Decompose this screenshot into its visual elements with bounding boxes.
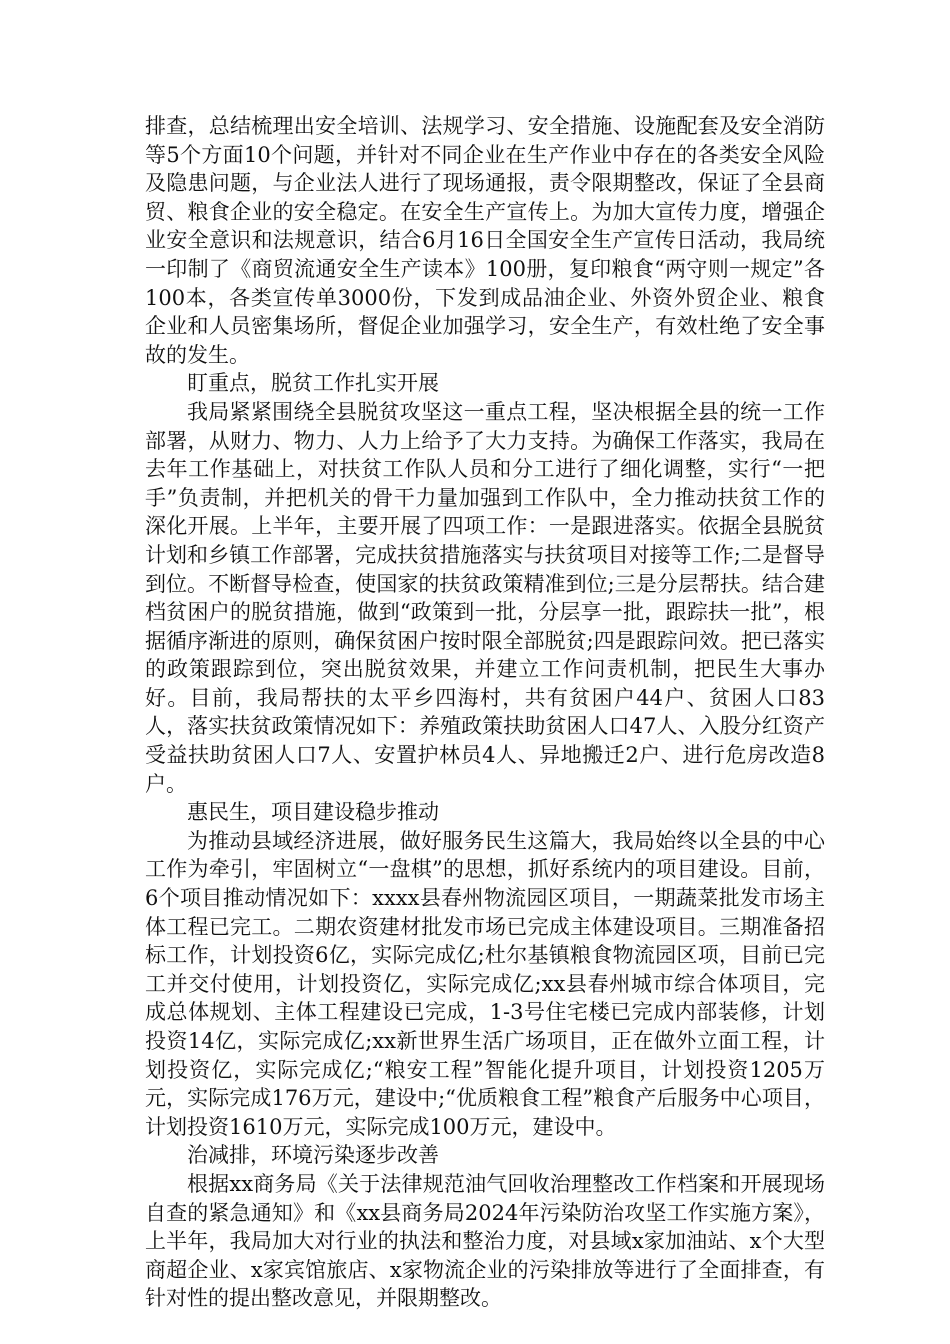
paragraph-safety-inspection: 排查，总结梳理出安全培训、法规学习、安全措施、设施配套及安全消防等5个方面10个问题，并针对不同企业在生产作业中存在的各类安全风险及隐患问题，与企业法人进行了现场通报，责令限期整改，保证了全县商贸、粮食企业的安全稳定。在安全生产宣传上。为加大宣传力度，增强企业安全意识和法规意识，结合6月16日全国安全生产宣传日活动，我局统一印制了《商贸流通安全生产读本》100册，复印粮食“两守则一规定”各100本，各类宣传单3000份，下发到成品油企业、外资外贸企业、粮食企业和人员密集场所，督促企业加强学习，安全生产，有效杜绝了安全事故的发生。 [145,114,825,367]
section-heading-pollution-reduction: 治减排，环境污染逐步改善 [187,1143,439,1168]
paragraph-pollution-reduction: 根据xx商务局《关于法律规范油气回收治理整改工作档案和开展现场自查的紧急通知》和《xx县商务局2024年污染防治攻坚工作实施方案》，上半年，我局加大对行业的执法和整治力度，对县域x家加油站、x个大型商超企业、x家宾馆旅店、x家物流企业的污染排放等进行了全面排查，有针对性的提出整改意见，并限期整改。 [145,1171,825,1311]
paragraph-project-construction: 为推动县域经济进展，做好服务民生这篇大，我局始终以全县的中心工作为牵引，牢固树立“一盘棋”的思想，抓好系统内的项目建设。目前，6个项目推动情况如下：xxxx县春州物流园区项目，一期蔬菜批发市场主体工程已完工。二期农资建材批发市场已完成主体建设项目。三期准备招标工作，计划投资6亿，实际完成亿;杜尔基镇粮食物流园区项，目前已完工并交付使用，计划投资亿，实际完成亿;xx县春州城市综合体项目，完成总体规划、主体工程建设已完成，1-3号住宅楼已完成内部装修，计划投资14亿，实际完成亿;xx新世界生活广场项目，正在做外立面工程，计划投资亿，实际完成亿;“粮安工程”智能化提升项目，计划投资1205万元，实际完成176万元，建设中;“优质粮食工程”粮食产后服务中心项目，计划投资1610万元，实际完成100万元，建设中。 [145,828,825,1139]
document-page [145,112,825,1313]
section-heading-poverty-alleviation: 盯重点，脱贫工作扎实开展 [187,371,439,396]
paragraph-poverty-alleviation: 我局紧紧围绕全县脱贫攻坚这一重点工程，坚决根据全县的统一工作部署，从财力、物力、人力上给予了大力支持。为确保工作落实，我局在去年工作基础上，对扶贫工作队人员和分工进行了细化调整，实行“一把手”负责制，并把机关的骨干力量加强到工作队中，全力推动扶贫工作的深化开展。上半年，主要开展了四项工作：一是跟进落实。依据全县脱贫计划和乡镇工作部署，完成扶贫措施落实与扶贫项目对接等工作;二是督导到位。不断督导检查，使国家的扶贫政策精准到位;三是分层帮扶。结合建档贫困户的脱贫措施，做到“政策到一批，分层享一批，跟踪扶一批”，根据循序渐进的原则，确保贫困户按时限全部脱贫;四是跟踪问效。把已落实的政策跟踪到位，突出脱贫效果，并建立工作问责机制，把民生大事办好。目前，我局帮扶的太平乡四海村，共有贫困户44户、贫困人口83人，落实扶贫政策情况如下：养殖政策扶助贫困人口47人、入股分红资产受益扶助贫困人口7人、安置护林员4人、异地搬迁2户、进行危房改造8户。 [145,399,825,796]
section-heading-project-construction: 惠民生，项目建设稳步推动 [187,800,439,825]
